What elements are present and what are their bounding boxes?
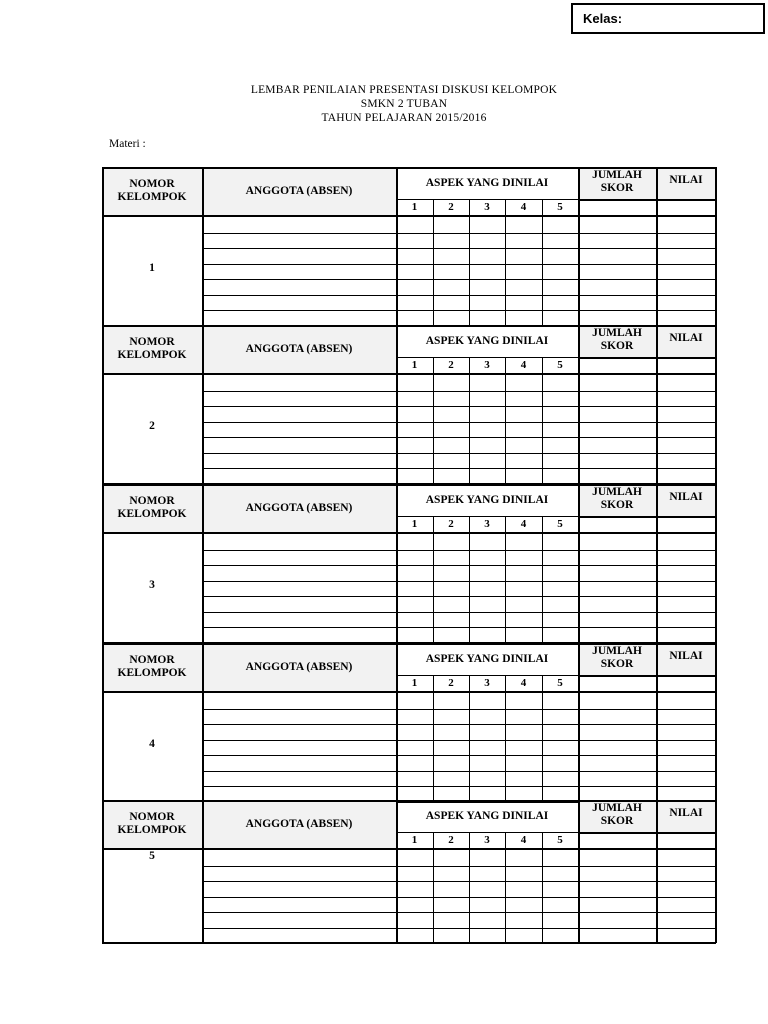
anggota-header-label: ANGGOTA (ABSEN) [245, 817, 353, 830]
row-line [202, 866, 716, 867]
member-row[interactable] [204, 406, 715, 422]
aspek-divider [396, 199, 578, 200]
aspek-number-5-label: 5 [557, 517, 563, 530]
aspek-header [396, 167, 578, 199]
member-row[interactable] [204, 866, 715, 882]
materi-label: Materi : [109, 138, 146, 150]
aspek-number-3 [469, 675, 505, 691]
aspek-number-2 [433, 199, 469, 215]
group-number: 4 [149, 738, 155, 751]
aspek-number-5 [542, 832, 578, 848]
jumlah-skor-header-label: JUMLAH SKOR [592, 802, 642, 827]
member-row[interactable] [204, 581, 715, 597]
nilai-header-label: NILAI [669, 491, 703, 503]
jumlah-skor-header [578, 325, 656, 357]
academic-year: TAHUN PELAJARAN 2015/2016 [321, 112, 487, 124]
row-line [202, 709, 716, 710]
member-row[interactable] [204, 596, 715, 612]
table-border [715, 643, 717, 802]
nilai-header-label: NILAI [669, 807, 703, 819]
aspek-number-1-label: 1 [411, 517, 418, 530]
table-border [102, 800, 104, 943]
aspek-number-4-label: 4 [520, 358, 527, 371]
member-row[interactable] [204, 740, 715, 756]
member-row[interactable] [204, 233, 715, 249]
anggota-header [202, 643, 396, 691]
aspek-header-label: ASPEK YANG DINILAI [425, 176, 549, 189]
aspek-number-1 [396, 357, 433, 373]
aspek-number-3 [469, 516, 505, 532]
nomor-kelompok-header-label: NOMOR KELOMPOK [117, 178, 187, 203]
member-row[interactable] [204, 897, 715, 913]
row-line [202, 612, 716, 613]
table-border [715, 484, 717, 643]
member-row[interactable] [204, 928, 715, 944]
aspek-header [396, 800, 578, 832]
nilai-header-label: NILAI [669, 650, 703, 662]
row-line [202, 391, 716, 392]
kelas-field[interactable] [571, 3, 765, 34]
member-row[interactable] [204, 422, 715, 438]
aspek-number-2 [433, 516, 469, 532]
aspek-divider [396, 675, 578, 676]
row-line [202, 310, 716, 311]
nilai-header [656, 167, 716, 199]
nomor-kelompok-header [102, 800, 202, 848]
nomor-kelompok-header-label: NOMOR KELOMPOK [117, 336, 187, 361]
aspek-number-1-label: 1 [411, 676, 418, 689]
aspek-number-2-label: 2 [448, 358, 454, 371]
table-border [715, 325, 717, 484]
row-line [202, 279, 716, 280]
aspek-number-2-label: 2 [448, 517, 454, 530]
row-line [202, 233, 716, 234]
aspek-header [396, 325, 578, 357]
group-table [102, 643, 716, 802]
aspek-header [396, 643, 578, 675]
jumlah-skor-header [578, 484, 656, 516]
member-row[interactable] [204, 279, 715, 295]
row-line [202, 928, 716, 929]
member-row[interactable] [204, 217, 715, 233]
aspek-number-3-label: 3 [484, 358, 490, 371]
table-border [715, 800, 717, 943]
nilai-header [656, 643, 716, 675]
aspek-number-3 [469, 832, 505, 848]
aspek-number-3-label: 3 [484, 200, 490, 213]
row-line [202, 897, 716, 898]
aspek-header-label: ASPEK YANG DINILAI [425, 809, 549, 822]
aspek-number-5 [542, 357, 578, 373]
jumlah-skor-header [578, 643, 656, 675]
group-table [102, 484, 716, 643]
nomor-kelompok-header-label: NOMOR KELOMPOK [117, 654, 187, 679]
group-table [102, 325, 716, 484]
group-number: 5 [149, 850, 155, 862]
nilai-header [656, 325, 716, 357]
member-row[interactable] [204, 534, 715, 550]
aspek-number-2-label: 2 [448, 676, 454, 689]
anggota-header-label: ANGGOTA (ABSEN) [245, 501, 353, 514]
kelas-label: Kelas: [583, 11, 623, 26]
table-border [715, 167, 717, 326]
row-line [202, 453, 716, 454]
nilai-header [656, 484, 716, 516]
row-line [202, 627, 716, 628]
nomor-kelompok-header-label: NOMOR KELOMPOK [117, 495, 187, 520]
member-row[interactable] [204, 771, 715, 787]
jumlah-skor-header [578, 800, 656, 832]
aspek-header [396, 484, 578, 516]
nilai-header-label: NILAI [669, 174, 703, 186]
group-table [102, 800, 716, 943]
row-line [202, 771, 716, 772]
aspek-number-5 [542, 675, 578, 691]
group-number: 3 [149, 579, 155, 592]
nomor-kelompok-header [102, 325, 202, 373]
group-number: 2 [149, 420, 155, 433]
row-line [202, 565, 716, 566]
member-row[interactable] [204, 693, 715, 709]
member-row[interactable] [204, 850, 715, 866]
aspek-number-2 [433, 357, 469, 373]
aspek-number-2 [433, 675, 469, 691]
aspek-divider [396, 832, 578, 833]
aspek-number-5-label: 5 [557, 833, 563, 846]
member-row[interactable] [204, 912, 715, 928]
anggota-header-label: ANGGOTA (ABSEN) [245, 184, 353, 197]
aspek-number-5-label: 5 [557, 676, 563, 689]
anggota-header [202, 325, 396, 373]
row-line [202, 581, 716, 582]
aspek-header-label: ASPEK YANG DINILAI [425, 493, 549, 506]
aspek-header-label: ASPEK YANG DINILAI [425, 334, 549, 347]
aspek-number-3-label: 3 [484, 517, 490, 530]
aspek-number-5-label: 5 [557, 358, 563, 371]
row-line [202, 437, 716, 438]
score-divider [578, 357, 716, 359]
nomor-kelompok-header [102, 643, 202, 691]
nilai-header-label: NILAI [669, 332, 703, 344]
aspek-number-1 [396, 675, 433, 691]
aspek-number-1-label: 1 [411, 833, 418, 846]
member-row[interactable] [204, 264, 715, 280]
anggota-header-label: ANGGOTA (ABSEN) [245, 342, 353, 355]
aspek-number-3-label: 3 [484, 833, 490, 846]
jumlah-skor-header-label: JUMLAH SKOR [592, 327, 642, 352]
member-row[interactable] [204, 627, 715, 643]
member-row[interactable] [204, 295, 715, 311]
aspek-number-2 [433, 832, 469, 848]
score-divider [578, 832, 716, 834]
table-border [102, 167, 716, 169]
aspek-number-4 [505, 675, 542, 691]
aspek-number-5 [542, 516, 578, 532]
nomor-kelompok-header [102, 484, 202, 532]
member-row[interactable] [204, 612, 715, 628]
table-bottom-border [102, 942, 716, 944]
nilai-header [656, 800, 716, 832]
score-divider [578, 516, 716, 518]
member-row[interactable] [204, 391, 715, 407]
member-row[interactable] [204, 724, 715, 740]
aspek-number-4 [505, 832, 542, 848]
row-line [202, 596, 716, 597]
anggota-header-label: ANGGOTA (ABSEN) [245, 660, 353, 673]
aspek-number-3-label: 3 [484, 676, 490, 689]
table-border [102, 484, 716, 486]
row-line [202, 912, 716, 913]
aspek-number-4 [505, 357, 542, 373]
row-line [202, 248, 716, 249]
member-row[interactable] [204, 881, 715, 897]
member-row[interactable] [204, 468, 715, 484]
aspek-number-1 [396, 832, 433, 848]
member-row[interactable] [204, 437, 715, 453]
aspek-number-4-label: 4 [520, 833, 527, 846]
table-border [102, 484, 104, 643]
aspek-number-2-label: 2 [448, 833, 454, 846]
aspek-number-4 [505, 199, 542, 215]
aspek-number-5-label: 5 [557, 200, 563, 213]
score-divider [578, 675, 716, 677]
row-line [202, 295, 716, 296]
table-border [102, 167, 104, 326]
jumlah-skor-header-label: JUMLAH SKOR [592, 169, 642, 194]
group-table [102, 167, 716, 326]
anggota-header [202, 800, 396, 848]
member-row[interactable] [204, 310, 715, 326]
jumlah-skor-header-label: JUMLAH SKOR [592, 645, 642, 670]
table-border [102, 325, 104, 484]
member-row[interactable] [204, 248, 715, 264]
row-line [202, 264, 716, 265]
aspek-divider [396, 516, 578, 517]
document-title: LEMBAR PENILAIAN PRESENTASI DISKUSI KELOMPOK [250, 84, 558, 96]
anggota-header [202, 167, 396, 215]
aspek-number-1 [396, 199, 433, 215]
aspek-number-4-label: 4 [520, 676, 527, 689]
aspek-number-5 [542, 199, 578, 215]
row-line [202, 550, 716, 551]
row-line [202, 786, 716, 787]
member-row[interactable] [204, 375, 715, 391]
aspek-number-1 [396, 516, 433, 532]
nomor-kelompok-header-label: NOMOR KELOMPOK [117, 811, 187, 836]
aspek-number-3 [469, 357, 505, 373]
table-border [102, 643, 104, 802]
member-row[interactable] [204, 453, 715, 469]
aspek-number-4-label: 4 [520, 517, 527, 530]
nomor-kelompok-header [102, 167, 202, 215]
group-number: 1 [149, 262, 155, 275]
member-row[interactable] [204, 709, 715, 725]
jumlah-skor-header-label: JUMLAH SKOR [592, 486, 642, 511]
row-line [202, 755, 716, 756]
aspek-number-1-label: 1 [411, 358, 418, 371]
school-name: SMKN 2 TUBAN [360, 98, 448, 110]
member-row[interactable] [204, 565, 715, 581]
table-border [102, 800, 716, 802]
aspek-number-1-label: 1 [411, 200, 418, 213]
row-line [202, 740, 716, 741]
aspek-number-4-label: 4 [520, 200, 527, 213]
table-border [102, 325, 716, 327]
anggota-header [202, 484, 396, 532]
row-line [202, 468, 716, 469]
row-line [202, 881, 716, 882]
aspek-number-4 [505, 516, 542, 532]
aspek-number-2-label: 2 [448, 200, 454, 213]
row-line [202, 406, 716, 407]
member-row[interactable] [204, 550, 715, 566]
row-line [202, 422, 716, 423]
row-line [202, 724, 716, 725]
member-row[interactable] [204, 755, 715, 771]
score-divider [578, 199, 716, 201]
aspek-number-3 [469, 199, 505, 215]
aspek-header-label: ASPEK YANG DINILAI [425, 652, 549, 665]
aspek-divider [396, 357, 578, 358]
jumlah-skor-header [578, 167, 656, 199]
table-border [102, 643, 716, 645]
